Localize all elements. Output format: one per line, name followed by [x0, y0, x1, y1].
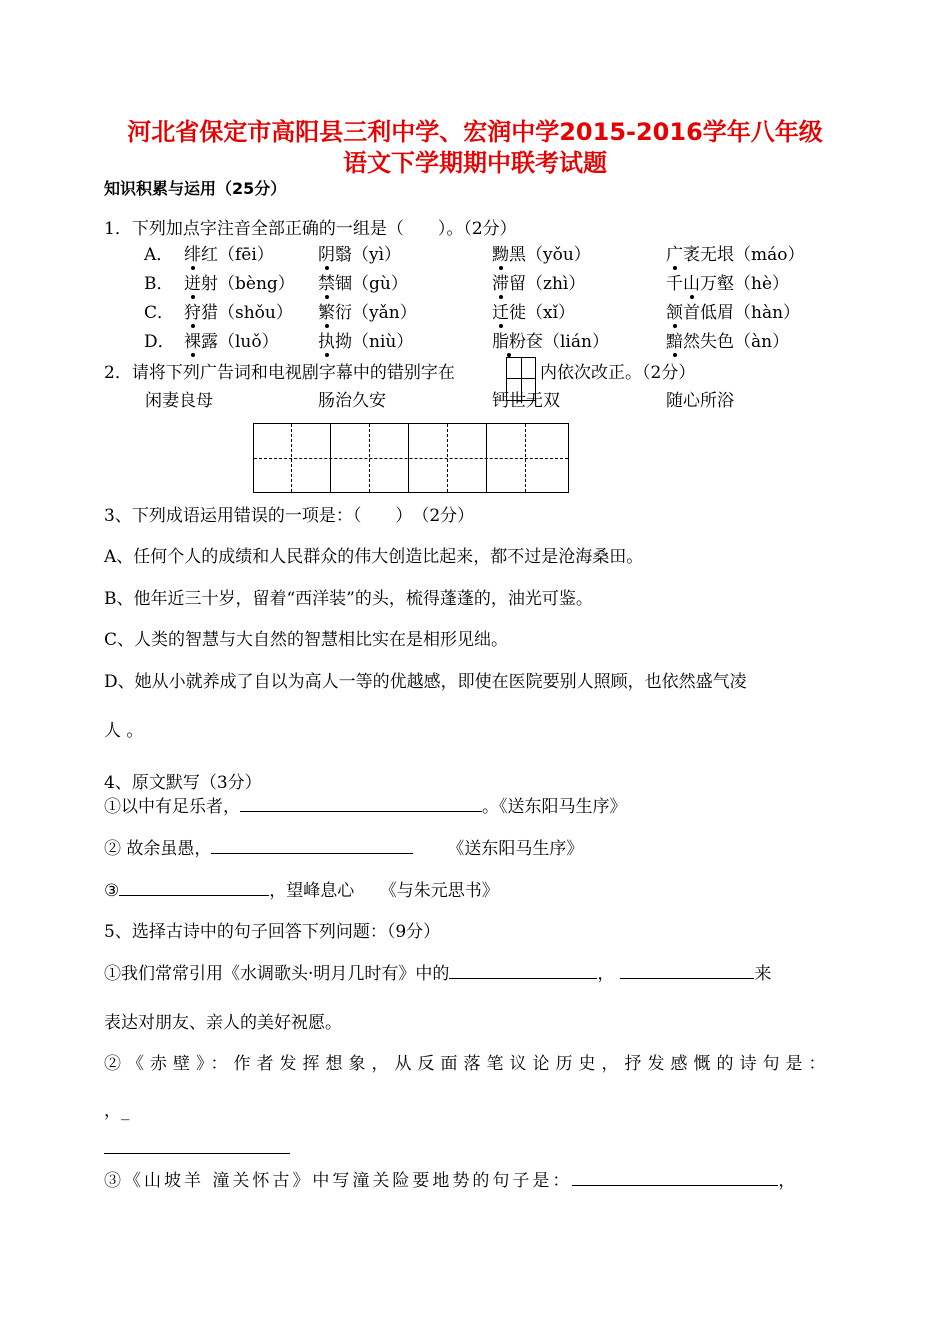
q1-option-item: 禁锢（gù）	[318, 274, 408, 294]
q2-stem-part2: 内依次改正。（2分）	[540, 363, 696, 383]
q4-line3: ③ ，望峰息心 《与朱元思书》	[104, 881, 499, 901]
doc-title-line1: 河北省保定市高阳县三利中学、宏润中学2015-2016学年八年级	[127, 118, 823, 146]
q5-line2: ②《赤壁》：作者发挥想象，从反面落笔议论历史，抒发感慨的诗句是：	[104, 1054, 832, 1074]
blank-field[interactable]	[211, 837, 413, 854]
q1-option-item: 执拗（niù）	[318, 332, 414, 352]
blank-line[interactable]	[104, 1153, 290, 1154]
q3-option-a: A、任何个人的成绩和人民群众的伟大创造比起来，都不过是沧海桑田。	[104, 547, 644, 567]
q1-option-item: 迁徙（xǐ）	[492, 303, 576, 323]
q1-option-item: 滞留（zhì）	[492, 274, 586, 294]
q3-option-b: B、他年近三十岁，留着“西洋装”的头，梳得蓬蓬的，油光可鉴。	[104, 589, 593, 609]
q5-line3: ③《山坡羊 潼关怀古》中写潼关险要地势的句子是： ，	[104, 1171, 796, 1191]
q1-option-item: 广袤无垠（máo）	[666, 245, 805, 265]
blank-field[interactable]	[449, 962, 597, 979]
q2-word-2: 肠治久安	[318, 391, 386, 411]
q1-option-item: 阴翳（yì）	[318, 245, 402, 265]
blank-field[interactable]	[572, 1169, 778, 1186]
blank-field[interactable]	[620, 962, 754, 979]
q1-option-label: B．	[144, 274, 174, 294]
q3-option-d-line1: D、她从小就养成了自以为高人一等的优越感，即使在医院要别人照顾，也依然盛气凌	[104, 672, 747, 692]
q4-line1: ①以中有足乐者， 。《送东阳马生序》	[104, 797, 627, 817]
q1-option-item: 绯红（fēi）	[184, 245, 274, 265]
q1-option-item: 狩猎（shǒu）	[184, 303, 293, 323]
section-heading: 知识积累与运用（25分）	[104, 179, 287, 198]
q3-stem: 3、下列成语运用错误的一项是：（ ） （2分）	[104, 506, 475, 526]
q2-word-4: 随心所浴	[666, 391, 734, 411]
doc-title-line2: 语文下学期期中联考试题	[343, 149, 607, 177]
q5-stem: 5、选择古诗中的句子回答下列问题：（9分）	[104, 922, 441, 942]
q1-option-item: 繁衍（yǎn）	[318, 303, 417, 323]
q4-line2: ② 故余虽愚， 《送东阳马生序》	[104, 839, 584, 859]
q3-option-c: C、人类的智慧与大自然的智慧相比实在是相形见绌。	[104, 630, 509, 650]
q1-option-item: 脂粉奁（lián）	[492, 332, 609, 352]
q1-option-label: A．	[144, 245, 174, 265]
answer-grid[interactable]	[253, 423, 569, 493]
q2-stem-part1: 2．请将下列广告词和电视剧字幕中的错别字在	[104, 363, 455, 383]
q4-stem: 4、原文默写（3分）	[104, 773, 262, 793]
q1-option-item: 千山万壑（hè）	[666, 274, 790, 294]
q1-option-label: C．	[144, 303, 175, 323]
q2-word-3: 钙世无双	[492, 391, 560, 411]
q1-option-item: 颔首低眉（hàn）	[666, 303, 801, 323]
q1-option-item: 黯然失色（àn）	[666, 332, 790, 352]
q1-option-item: 裸露（luǒ）	[184, 332, 279, 352]
q1-stem: 1．下列加点字注音全部正确的一组是（ ）。（2分）	[104, 219, 517, 239]
q5-line1: ①我们常常引用《水调歌头·明月几时有》中的 ， 来	[104, 964, 772, 984]
q2-word-1: 闲妻良母	[145, 391, 213, 411]
q1-option-item: 黝黑（yǒu）	[492, 245, 591, 265]
blank-field[interactable]	[240, 795, 482, 812]
q1-option-item: 迸射（bèng）	[184, 274, 295, 294]
q5-line2-cont: ，_	[104, 1101, 130, 1121]
q5-line1-cont: 表达对朋友、亲人的美好祝愿。	[104, 1013, 342, 1033]
q1-option-label: D．	[144, 332, 175, 352]
blank-field[interactable]	[119, 879, 269, 896]
q3-option-d-line2: 人 。	[104, 721, 144, 741]
